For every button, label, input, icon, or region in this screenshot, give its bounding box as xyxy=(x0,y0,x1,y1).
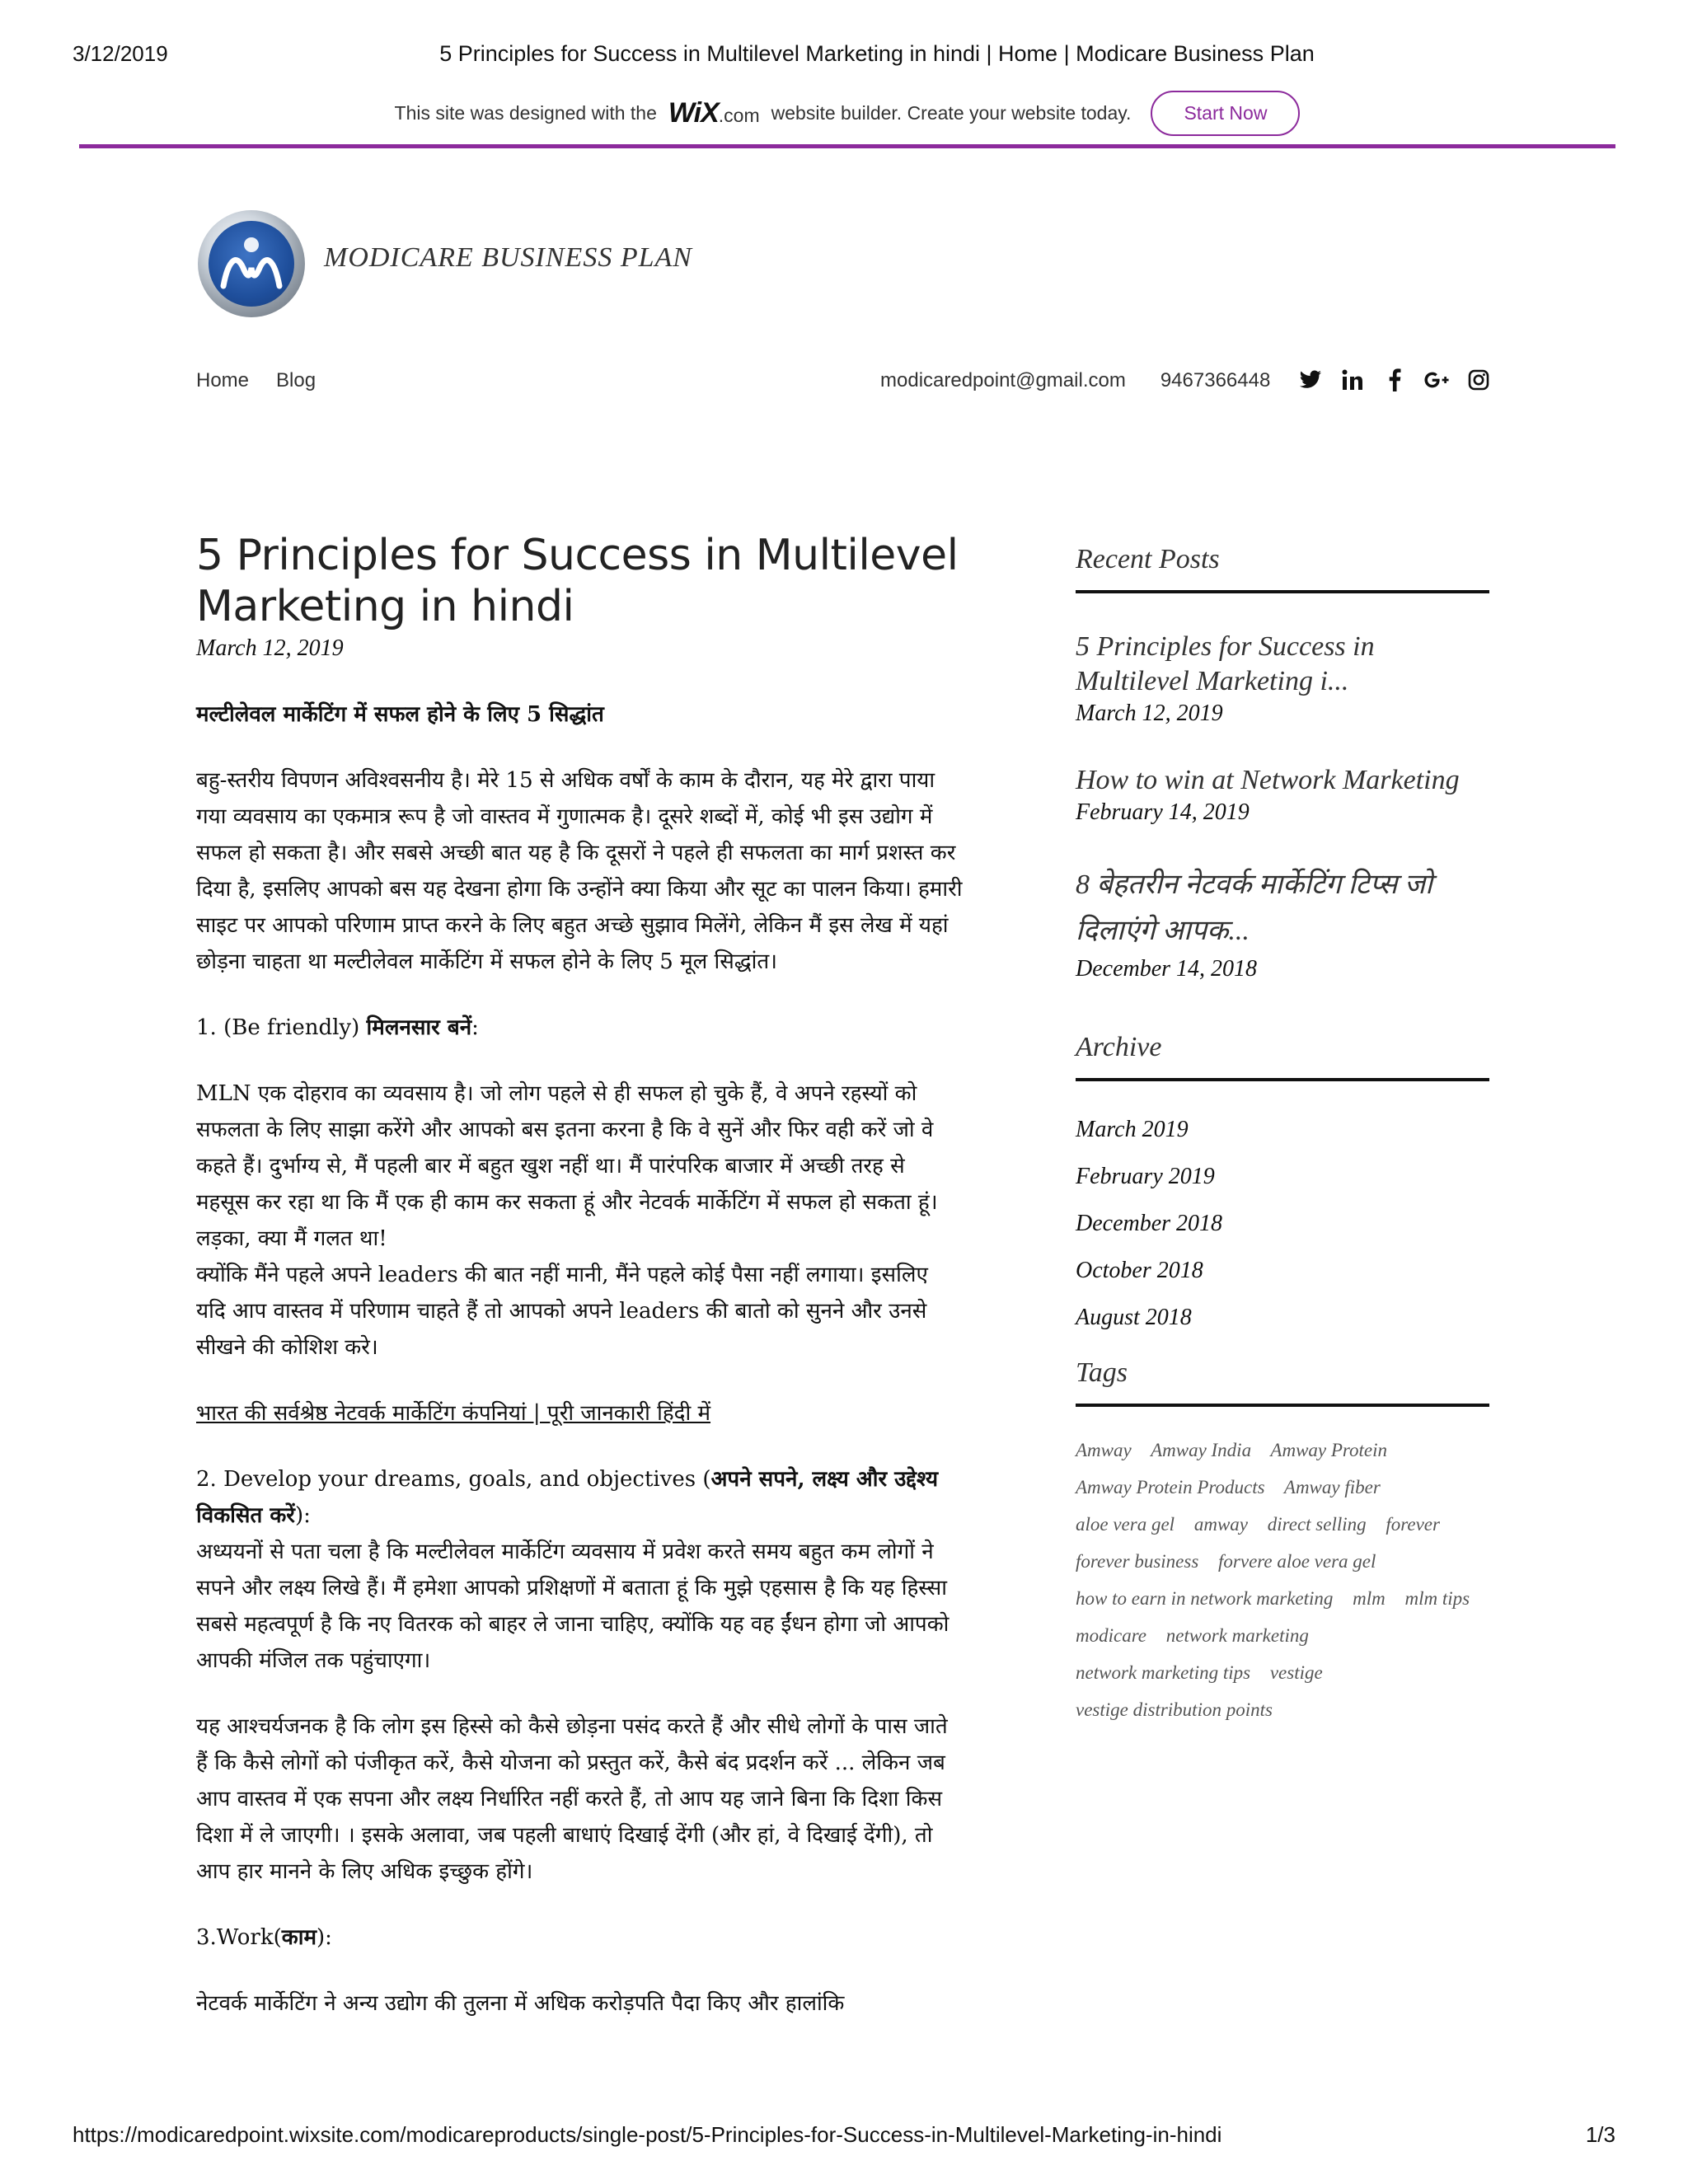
nav-blog[interactable]: Blog xyxy=(276,369,316,391)
section-heading-1 xyxy=(196,1010,963,1046)
tag-link[interactable]: how to earn in network marketing xyxy=(1076,1588,1334,1609)
print-page-number: 1/3 xyxy=(1585,2122,1615,2147)
archive-heading: Archive xyxy=(1076,1032,1489,1081)
post-paragraph-3: अध्ययनों से पता चला है कि मल्टीलेवल मार्केटिंग व्यवसाय में प्रवेश करते समय बहुत कम लोगों ने सपने और लक्ष्य लिखे हैं। मैं हमेशा आपको प्रशिक्षणों में बताता हूं कि मुझे एहसास है कि यह हिस्सा सबसे महत्वपूर्ण है कि नए वितरक को बाहर ले जाना चाहिए, क्योंकि यह वह ईंधन होगा जो आपको आपकी मंजिल तक पहुंचाएगा। xyxy=(196,1540,950,1673)
tag-link[interactable]: vestige distribution points xyxy=(1076,1699,1273,1720)
recent-post-item[interactable] xyxy=(1076,862,1489,982)
recent-post-date: February 14, 2019 xyxy=(1076,799,1250,825)
start-now-button[interactable]: Start Now xyxy=(1151,91,1300,136)
post-date: March 12, 2019 xyxy=(196,635,344,661)
tag-link[interactable]: Amway xyxy=(1076,1440,1132,1460)
tag-link[interactable]: direct selling xyxy=(1267,1514,1367,1535)
wix-logo-dotcom: .com xyxy=(718,105,760,126)
post-heading: मल्टीलेवल मार्केटिंग में सफल होने के लिए 5 सिद्धांत xyxy=(196,702,604,727)
print-date: 3/12/2019 xyxy=(73,41,168,66)
tag-link[interactable]: mlm tips xyxy=(1404,1588,1470,1609)
tag-link[interactable]: Amway fiber xyxy=(1283,1477,1381,1497)
recent-post-title[interactable]: 5 Principles for Success in Multilevel Marketing i... xyxy=(1076,631,1375,696)
facebook-icon[interactable] xyxy=(1382,368,1407,392)
post-paragraph-2: MLN एक दोहराव का व्यवसाय है। जो लोग पहले से ही सफल हो चुके हैं, वे अपने रहस्यों को सफलता के लिए साझा करेंगे और आपको बस इतना करना है कि वे सुनें और फिर वही करें जो वे कहते हैं। दुर्भाग्य से, मैं पहली बार में बहुत खुश नहीं था। मैं पारंपरिक बाजार में अच्छी तरह से महसूस कर रहा था कि मैं एक ही काम कर सकता हूं और नेटवर्क मार्केटिंग में सफल हो सकता हूं। लड़का, क्या मैं गलत था! xyxy=(196,1081,938,1251)
section-2-prefix: 2. Develop your dreams, goals, and objectives ( xyxy=(196,1467,711,1492)
tag-link[interactable]: mlm xyxy=(1353,1588,1386,1609)
wix-logo[interactable] xyxy=(668,97,760,129)
tag-cloud xyxy=(1076,1432,1489,1728)
section-1-bold: मिलनसार बनें xyxy=(366,1015,472,1040)
tag-link[interactable]: aloe vera gel xyxy=(1076,1514,1175,1535)
tag-link[interactable]: network marketing tips xyxy=(1076,1662,1251,1683)
twitter-icon[interactable] xyxy=(1298,368,1323,392)
print-url: https://modicaredpoint.wixsite.com/modicareproducts/single-post/5-Principles-for-Success-in-Multilevel-Marketing-in-hindi xyxy=(73,2122,1222,2147)
post-paragraph-2b: क्योंकि मैंने पहले अपने leaders की बात नहीं मानी, मैंने पहले कोई पैसा नहीं लगाया। इसलिए यदि आप वास्तव में परिणाम चाहते हैं तो आपको अपने leaders की बातो को सुनने और उनसे सीखने की कोशिश करे। xyxy=(196,1263,928,1360)
contact-info xyxy=(880,369,1270,392)
wix-banner xyxy=(79,82,1615,148)
blog-post xyxy=(196,530,963,2051)
tag-link[interactable]: amway xyxy=(1193,1514,1248,1535)
tag-link[interactable]: modicare xyxy=(1076,1625,1147,1646)
instagram-icon[interactable] xyxy=(1466,368,1491,392)
recent-post-title[interactable]: 8 बेहतरीन नेटवर्क मार्केटिंग टिप्स जो दिलाएंगे आपक... xyxy=(1076,869,1432,946)
post-paragraph-1: बहु-स्तरीय विपणन अविश्वसनीय है। मेरे 15 से अधिक वर्षों के काम के दौरान, यह मेरे द्वारा पाया गया व्यवसाय का एकमात्र रूप है जो वास्तव में गुणात्मक है। दूसरे शब्दों में, कोई भी इस उद्योग में सफल हो सकता है। और सबसे अच्छी बात यह है कि दूसरों ने पहले ही सफलता का मार्ग प्रशस्त कर दिया है, इसलिए आपको बस यह देखना होगा कि उन्होंने क्या किया और सूट का पालन किया। हमारी साइट पर आपको परिणाम प्राप्त करने के लिए बहुत अच्छे सुझाव मिलेंगे, लेकिन मैं इस लेख में यहां छोड़ना चाहता था मल्टीलेवल मार्केटिंग में सफल होने के लिए 5 मूल सिद्धांत। xyxy=(196,768,963,974)
section-1-suffix: : xyxy=(471,1015,479,1040)
related-post-link[interactable]: भारत की सर्वश्रेष्ठ नेटवर्क मार्केटिंग कंपनियां | पूरी जानकारी हिंदी में xyxy=(196,1401,711,1426)
wix-banner-text-before: This site was designed with the xyxy=(394,102,657,124)
section-3-bold: काम xyxy=(281,1925,317,1950)
recent-post-date: March 12, 2019 xyxy=(1076,701,1223,726)
archive-item[interactable]: August 2018 xyxy=(1076,1305,1192,1330)
recent-post-date: December 14, 2018 xyxy=(1076,956,1258,982)
tag-link[interactable]: forever business xyxy=(1076,1551,1199,1572)
wix-banner-text-after: website builder. Create your website today. xyxy=(771,102,1132,124)
archive-list xyxy=(1076,1106,1489,1341)
post-paragraph-5: नेटवर्क मार्केटिंग ने अन्य उद्योग की तुलना में अधिक करोड़पति पैदा किए और हालांकि xyxy=(196,1991,845,2016)
section-2-bold: अपने सपने, लक्ष्य और उद्देश्य विकसित करें xyxy=(196,1467,939,1528)
section-heading-3 xyxy=(196,1919,963,1956)
recent-post-item[interactable] xyxy=(1076,763,1489,826)
tag-link[interactable]: forvere aloe vera gel xyxy=(1218,1551,1376,1572)
tags-heading: Tags xyxy=(1076,1357,1489,1407)
main-nav xyxy=(196,369,316,392)
archive-item[interactable]: March 2019 xyxy=(1076,1117,1189,1142)
social-bar xyxy=(1298,368,1491,392)
site-name[interactable]: MODICARE BUSINESS PLAN xyxy=(324,242,692,273)
site-logo[interactable] xyxy=(198,210,305,317)
archive-item[interactable]: February 2019 xyxy=(1076,1164,1215,1189)
tag-link[interactable]: forever xyxy=(1386,1514,1440,1535)
linkedin-icon[interactable] xyxy=(1340,368,1365,392)
site-logo-inner xyxy=(209,221,294,307)
tag-link[interactable]: vestige xyxy=(1269,1662,1323,1683)
recent-post-item[interactable] xyxy=(1076,630,1489,727)
nav-home[interactable]: Home xyxy=(196,369,250,391)
section-heading-2 xyxy=(196,1461,963,1534)
tag-link[interactable]: Amway Protein xyxy=(1270,1440,1388,1460)
recent-posts-heading: Recent Posts xyxy=(1076,544,1489,593)
google-plus-icon[interactable] xyxy=(1424,368,1449,392)
print-title: 5 Principles for Success in Multilevel Marketing in hindi | Home | Modicare Business Plan xyxy=(439,41,1315,66)
section-2-suffix: ): xyxy=(294,1503,311,1528)
sidebar xyxy=(1076,544,1489,1728)
tag-link[interactable]: network marketing xyxy=(1165,1625,1309,1646)
contact-phone[interactable]: 9467366448 xyxy=(1160,369,1271,391)
wix-logo-text: WiX xyxy=(668,97,719,129)
archive-item[interactable]: October 2018 xyxy=(1076,1258,1203,1283)
section-3-suffix: ): xyxy=(316,1925,332,1950)
section-1-prefix: 1. (Be friendly) xyxy=(196,1015,367,1040)
post-paragraph-4: यह आश्चर्यजनक है कि लोग इस हिस्से को कैसे छोड़ना पसंद करते हैं और सीधे लोगों के पास जाते हैं कि कैसे लोगों को पंजीकृत करें, कैसे योजना को प्रस्तुत करें, कैसे बंद प्रदर्शन करें ... लेकिन जब आप वास्तव में एक सपना और लक्ष्य निर्धारित नहीं करते हैं, तो आप यह जाने बिना कि दिशा किस दिशा में ले जाएगी। । इसके अलावा, जब पहली बाधाएं दिखाई देंगी (और हां, वे दिखाई देंगी), तो आप हार मानने के लिए अधिक इच्छुक होंगे। xyxy=(196,1714,948,1884)
post-body xyxy=(196,696,963,2022)
logo-m-icon xyxy=(217,235,286,293)
recent-post-title[interactable]: How to win at Network Marketing xyxy=(1076,765,1460,795)
post-title: 5 Principles for Success in Multilevel Marketing in hindi xyxy=(196,531,959,631)
section-3-prefix: 3.Work( xyxy=(196,1925,282,1950)
tag-link[interactable]: Amway Protein Products xyxy=(1076,1477,1265,1497)
tag-link[interactable]: Amway India xyxy=(1151,1440,1252,1460)
archive-item[interactable]: December 2018 xyxy=(1076,1211,1223,1236)
contact-email[interactable]: modicaredpoint@gmail.com xyxy=(880,369,1126,391)
